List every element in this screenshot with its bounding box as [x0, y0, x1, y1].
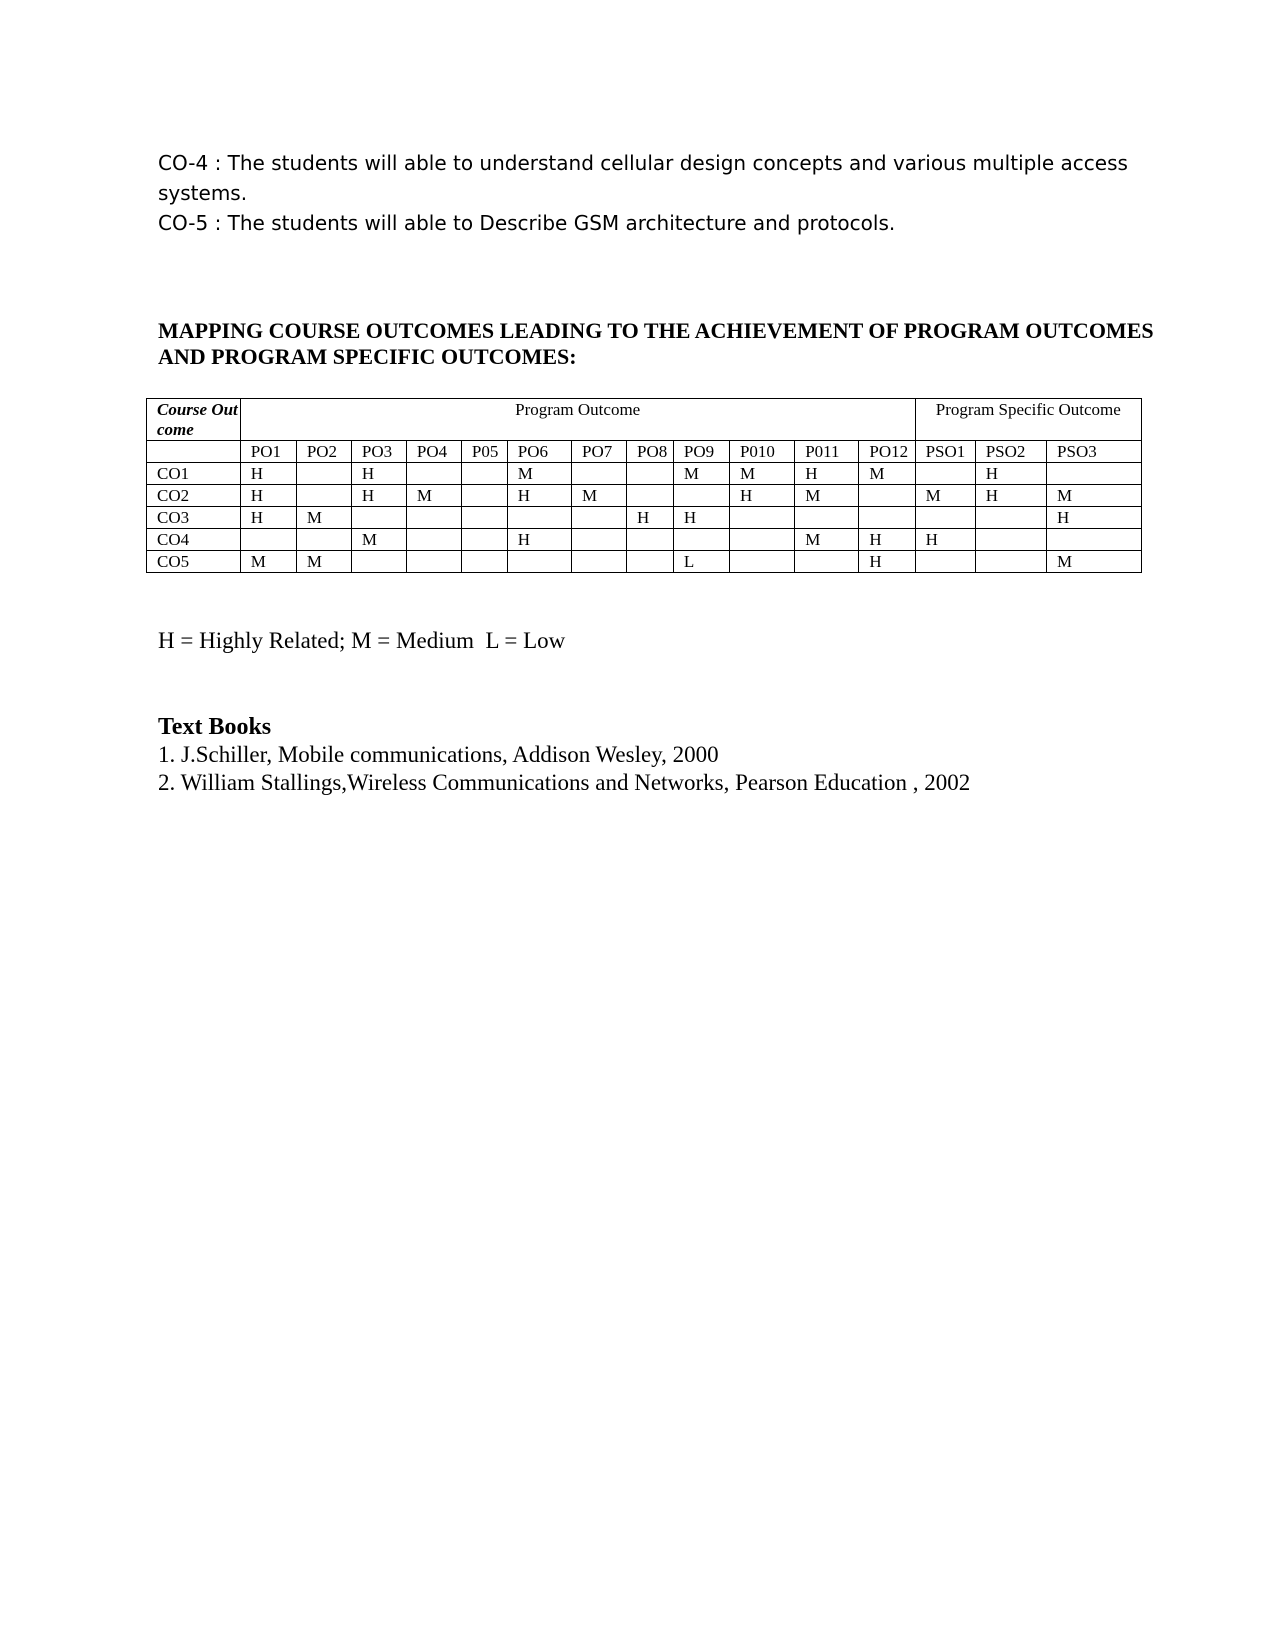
mapping-cell: [795, 551, 859, 573]
mapping-cell: [461, 551, 507, 573]
mapping-cell: [975, 507, 1046, 529]
mapping-cell: H: [859, 529, 915, 551]
mapping-cell: [627, 463, 674, 485]
table-row: [147, 551, 1142, 573]
mapping-cell: H: [795, 463, 859, 485]
mapping-cell: H: [1047, 507, 1142, 529]
row-label: CO5: [147, 551, 241, 573]
mapping-cell: H: [240, 507, 296, 529]
mapping-cell: H: [240, 485, 296, 507]
mapping-cell: M: [240, 551, 296, 573]
text-book-item: 1. J.Schiller, Mobile communications, Addison Wesley, 2000: [158, 742, 719, 767]
mapping-cell: [296, 463, 351, 485]
mapping-cell: [627, 485, 674, 507]
mapping-cell: [975, 551, 1046, 573]
course-outcome-co5: CO-5 : The students will able to Describe GSM architecture and protocols.: [158, 211, 896, 235]
column-header: PO1: [240, 441, 296, 463]
mapping-cell: M: [729, 463, 794, 485]
column-header: P011: [795, 441, 859, 463]
column-header: PO12: [859, 441, 915, 463]
text-books-heading: Text Books: [158, 714, 272, 740]
mapping-cell: [1047, 463, 1142, 485]
row-label: CO1: [147, 463, 241, 485]
mapping-cell: H: [240, 463, 296, 485]
column-header: PO3: [351, 441, 406, 463]
mapping-cell: [296, 529, 351, 551]
column-header: PO8: [627, 441, 674, 463]
column-header: PO7: [571, 441, 626, 463]
mapping-cell: [915, 507, 975, 529]
course-outcomes-list: [158, 148, 1138, 238]
mapping-cell: [461, 485, 507, 507]
row-label: CO3: [147, 507, 241, 529]
mapping-cell: M: [406, 485, 461, 507]
mapping-cell: [406, 463, 461, 485]
mapping-cell: [240, 529, 296, 551]
mapping-cell: [571, 507, 626, 529]
mapping-cell: H: [351, 463, 406, 485]
table-row: [147, 485, 1142, 507]
mapping-cell: [1047, 529, 1142, 551]
mapping-cell: [673, 485, 729, 507]
column-header: PSO3: [1047, 441, 1142, 463]
mapping-cell: [406, 551, 461, 573]
mapping-cell: M: [859, 463, 915, 485]
mapping-cell: [507, 507, 571, 529]
mapping-cell: M: [571, 485, 626, 507]
mapping-cell: [627, 551, 674, 573]
mapping-cell: H: [915, 529, 975, 551]
table-group-header-row: [147, 399, 1142, 441]
text-books-section: [158, 713, 1208, 797]
co-po-mapping-table: [146, 398, 1142, 573]
mapping-cell: H: [507, 485, 571, 507]
mapping-cell: [915, 551, 975, 573]
row-label: CO4: [147, 529, 241, 551]
mapping-cell: H: [729, 485, 794, 507]
course-outcome-co4: CO-4 : The students will able to understand cellular design concepts and various multiple access systems.: [158, 151, 1128, 205]
mapping-cell: [571, 529, 626, 551]
mapping-heading: MAPPING COURSE OUTCOMES LEADING TO THE ACHIEVEMENT OF PROGRAM OUTCOMES AND PROGRAM SPECIFIC OUTCOMES:: [158, 318, 1154, 369]
mapping-cell: [729, 529, 794, 551]
legend: H = Highly Related; M = Medium L = Low: [158, 628, 566, 653]
table-column-header-row: [147, 441, 1142, 463]
mapping-cell: [571, 551, 626, 573]
mapping-cell: H: [627, 507, 674, 529]
mapping-cell: [975, 529, 1046, 551]
mapping-cell: M: [673, 463, 729, 485]
mapping-cell: [915, 463, 975, 485]
text-book-item: 2. William Stallings,Wireless Communications and Networks, Pearson Education , 2002: [158, 770, 971, 795]
column-header: PO4: [406, 441, 461, 463]
column-header: P010: [729, 441, 794, 463]
mapping-cell: L: [673, 551, 729, 573]
mapping-cell: [859, 485, 915, 507]
mapping-cell: [461, 463, 507, 485]
mapping-cell: M: [296, 551, 351, 573]
program-outcome-header: Program Outcome: [240, 399, 915, 441]
column-header: PSO1: [915, 441, 975, 463]
table-row: [147, 507, 1142, 529]
mapping-cell: [571, 463, 626, 485]
column-header: PO6: [507, 441, 571, 463]
mapping-cell: [673, 529, 729, 551]
mapping-cell: H: [351, 485, 406, 507]
mapping-cell: [729, 507, 794, 529]
mapping-cell: H: [975, 463, 1046, 485]
mapping-cell: [859, 507, 915, 529]
mapping-cell: [461, 529, 507, 551]
mapping-cell: M: [1047, 551, 1142, 573]
mapping-cell: [795, 507, 859, 529]
column-header: P05: [461, 441, 507, 463]
mapping-cell: M: [795, 485, 859, 507]
mapping-cell: [507, 551, 571, 573]
column-header: PO9: [673, 441, 729, 463]
table-row: [147, 463, 1142, 485]
mapping-cell: M: [1047, 485, 1142, 507]
row-label: CO2: [147, 485, 241, 507]
mapping-cell: [351, 507, 406, 529]
mapping-cell: [406, 529, 461, 551]
column-header-blank: [147, 441, 241, 463]
mapping-cell: H: [975, 485, 1046, 507]
mapping-cell: M: [351, 529, 406, 551]
mapping-cell: [461, 507, 507, 529]
mapping-cell: [406, 507, 461, 529]
mapping-cell: M: [795, 529, 859, 551]
column-header: PSO2: [975, 441, 1046, 463]
mapping-cell: [296, 485, 351, 507]
mapping-cell: M: [915, 485, 975, 507]
corner-header: Course Outcome: [147, 399, 241, 441]
column-header: PO2: [296, 441, 351, 463]
mapping-cell: M: [507, 463, 571, 485]
mapping-cell: H: [673, 507, 729, 529]
mapping-cell: [627, 529, 674, 551]
mapping-cell: [351, 551, 406, 573]
table-row: [147, 529, 1142, 551]
program-specific-outcome-header: Program Specific Outcome: [915, 399, 1141, 441]
mapping-cell: [729, 551, 794, 573]
mapping-cell: H: [507, 529, 571, 551]
mapping-cell: H: [859, 551, 915, 573]
mapping-cell: M: [296, 507, 351, 529]
